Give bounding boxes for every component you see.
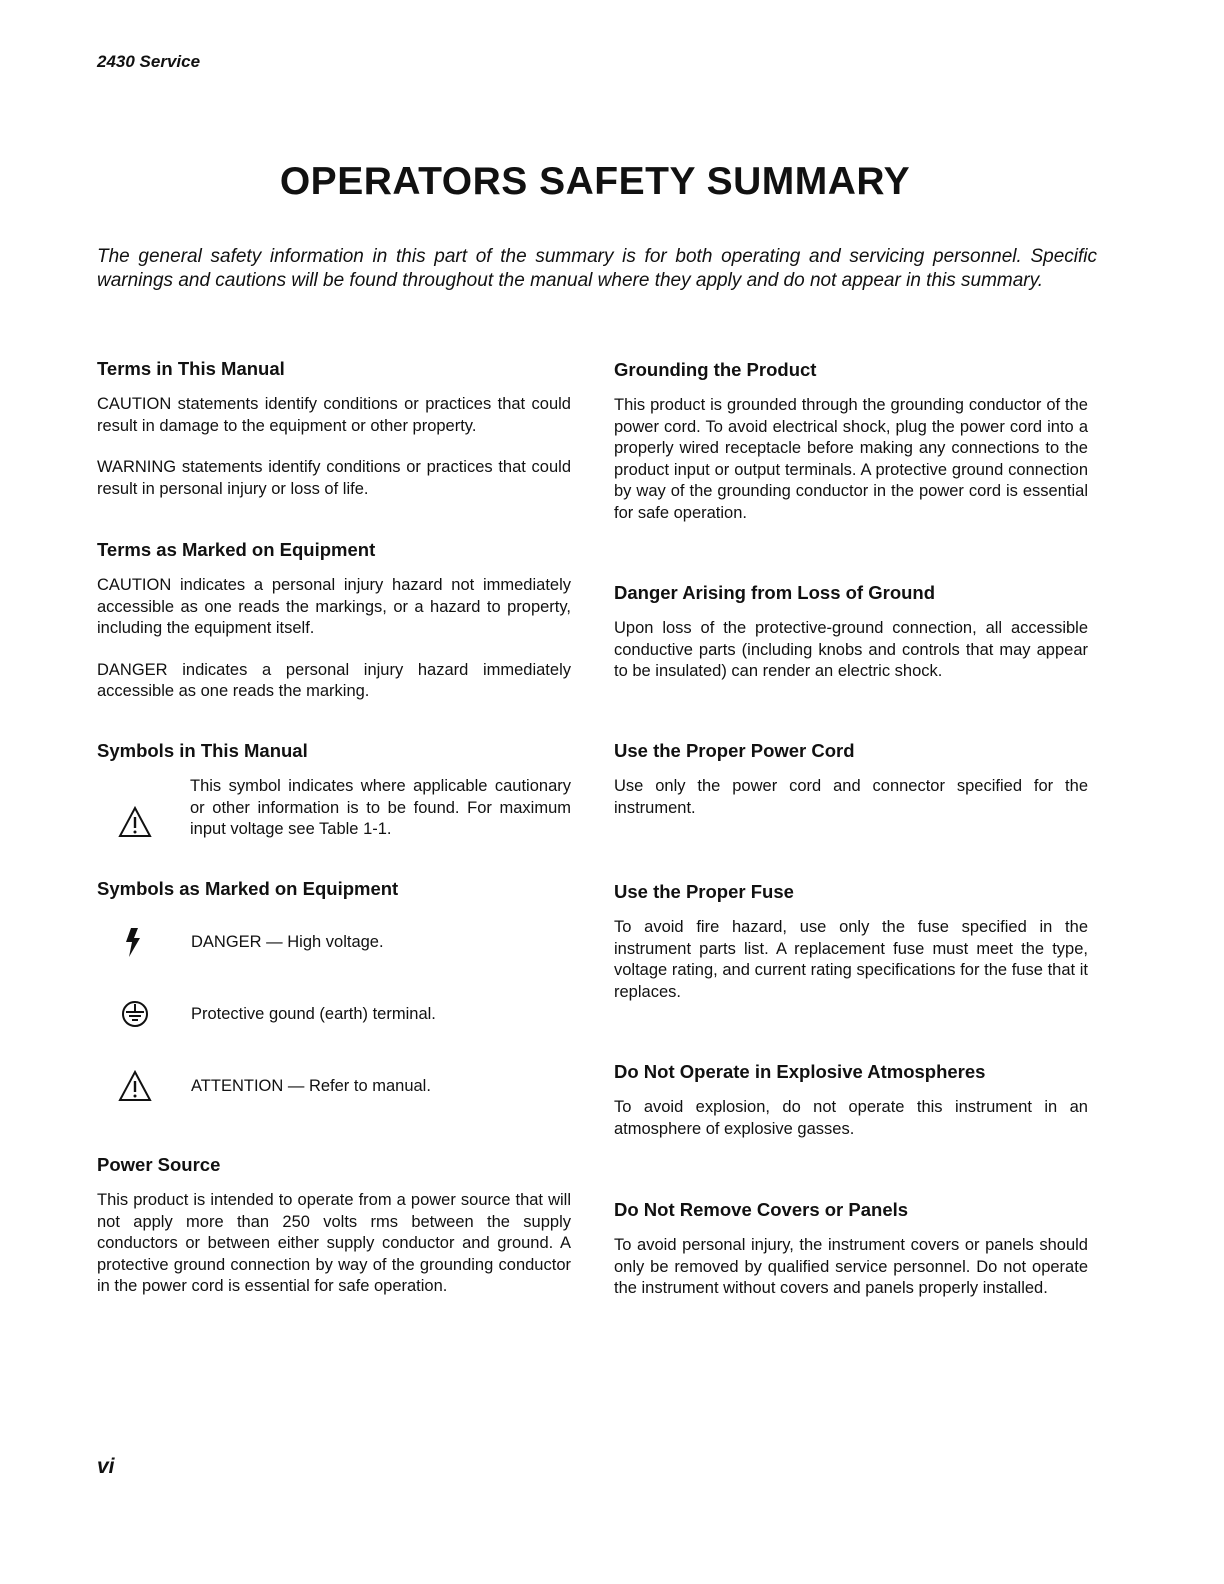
- symbol-label: ATTENTION — Refer to manual.: [191, 1077, 431, 1095]
- page-title: OPERATORS SAFETY SUMMARY: [279, 160, 911, 203]
- section-heading: Do Not Remove Covers or Panels: [614, 1199, 909, 1220]
- symbol-block: [97, 776, 571, 841]
- power-cord-text: Use only the power cord and connector specified for the instrument.: [614, 777, 1088, 817]
- caution-statement: CAUTION statements identify conditions or practices that could result in damage to the equipment or other property.: [97, 395, 571, 435]
- danger-marking: DANGER indicates a personal injury hazard immediately accessible as one reads the marking.: [97, 660, 571, 701]
- intro-paragraph: The general safety information in this part of the summary is for both operating and servicing personnel. Specific warnings and cautions will be found throughout the manual where they apply and do not appear in this summary.: [97, 246, 1097, 291]
- section-terms-manual: [97, 358, 571, 500]
- loss-of-ground-text: Upon loss of the protective-ground connection, all accessible conductive parts (including knobs and controls that may appear to be insulated) can render an electric shock.: [614, 619, 1088, 681]
- symbol-item: [97, 1068, 571, 1140]
- explosive-text: To avoid explosion, do not operate this instrument in an atmosphere of explosive gasses.: [614, 1098, 1088, 1138]
- protective-ground-icon: [117, 996, 153, 1032]
- section-heading: Use the Proper Fuse: [614, 881, 794, 902]
- caution-triangle-icon: [117, 804, 153, 840]
- symbol-label: DANGER — High voltage.: [191, 933, 384, 951]
- section-heading: Terms in This Manual: [97, 358, 285, 379]
- section-loss-of-ground: [614, 582, 1088, 683]
- section-symbols-marked: [97, 878, 571, 1140]
- section-heading: Power Source: [97, 1154, 221, 1175]
- section-grounding: [614, 359, 1088, 525]
- symbol-item: [97, 996, 571, 1068]
- symbol-description: This symbol indicates where applicable cautionary or other information is to be found. For maximum input voltage see Table 1-1.: [190, 777, 571, 839]
- section-heading: Grounding the Product: [614, 359, 817, 380]
- section-symbols-manual: [97, 740, 571, 841]
- page-number: vi: [97, 1455, 115, 1478]
- fuse-text: To avoid fire hazard, use only the fuse specified in the instrument parts list. A replacement fuse must meet the type, voltage rating, and current rating specifications for the fuse that it replaces.: [614, 918, 1088, 1001]
- section-power-cord: [614, 740, 1088, 819]
- caution-marking: CAUTION indicates a personal injury hazard not immediately accessible as one reads the markings, or a hazard to property, including the equipment itself.: [97, 576, 571, 638]
- covers-text: To avoid personal injury, the instrument covers or panels should only be removed by qualified service personnel. Do not operate the instrument without covers and panels properly installed.: [614, 1236, 1088, 1298]
- section-power-source: [97, 1154, 571, 1298]
- section-heading: Do Not Operate in Explosive Atmospheres: [614, 1061, 986, 1082]
- section-fuse: [614, 881, 1088, 1003]
- attention-icon: [117, 1068, 153, 1104]
- symbol-label: Protective gound (earth) terminal.: [191, 1005, 436, 1023]
- section-terms-marked: [97, 539, 571, 703]
- section-covers: [614, 1199, 1088, 1300]
- high-voltage-icon: [117, 924, 153, 960]
- symbol-item: [97, 924, 571, 996]
- section-heading: Symbols as Marked on Equipment: [97, 878, 399, 899]
- running-header: 2430 Service: [97, 52, 201, 71]
- section-heading: Terms as Marked on Equipment: [97, 539, 376, 560]
- section-heading: Danger Arising from Loss of Ground: [614, 582, 936, 603]
- power-source-text: This product is intended to operate from a power source that will not apply more than 250 volts rms between the supply conductors or between either supply conductor and ground. A protective ground connection by way of the grounding conductor in the power cord is essential for safe operation.: [97, 1191, 571, 1296]
- section-heading: Symbols in This Manual: [97, 740, 308, 761]
- section-heading: Use the Proper Power Cord: [614, 740, 855, 761]
- section-explosive: [614, 1061, 1088, 1140]
- grounding-text: This product is grounded through the grounding conductor of the power cord. To avoid electrical shock, plug the power cord into a properly wired receptacle before making any connections to the product input or output terminals. A protective ground connection by way of the grounding conductor in the power cord is essential for safe operation.: [614, 396, 1088, 522]
- warning-statement: WARNING statements identify conditions or practices that could result in personal injury or loss of life.: [97, 458, 571, 498]
